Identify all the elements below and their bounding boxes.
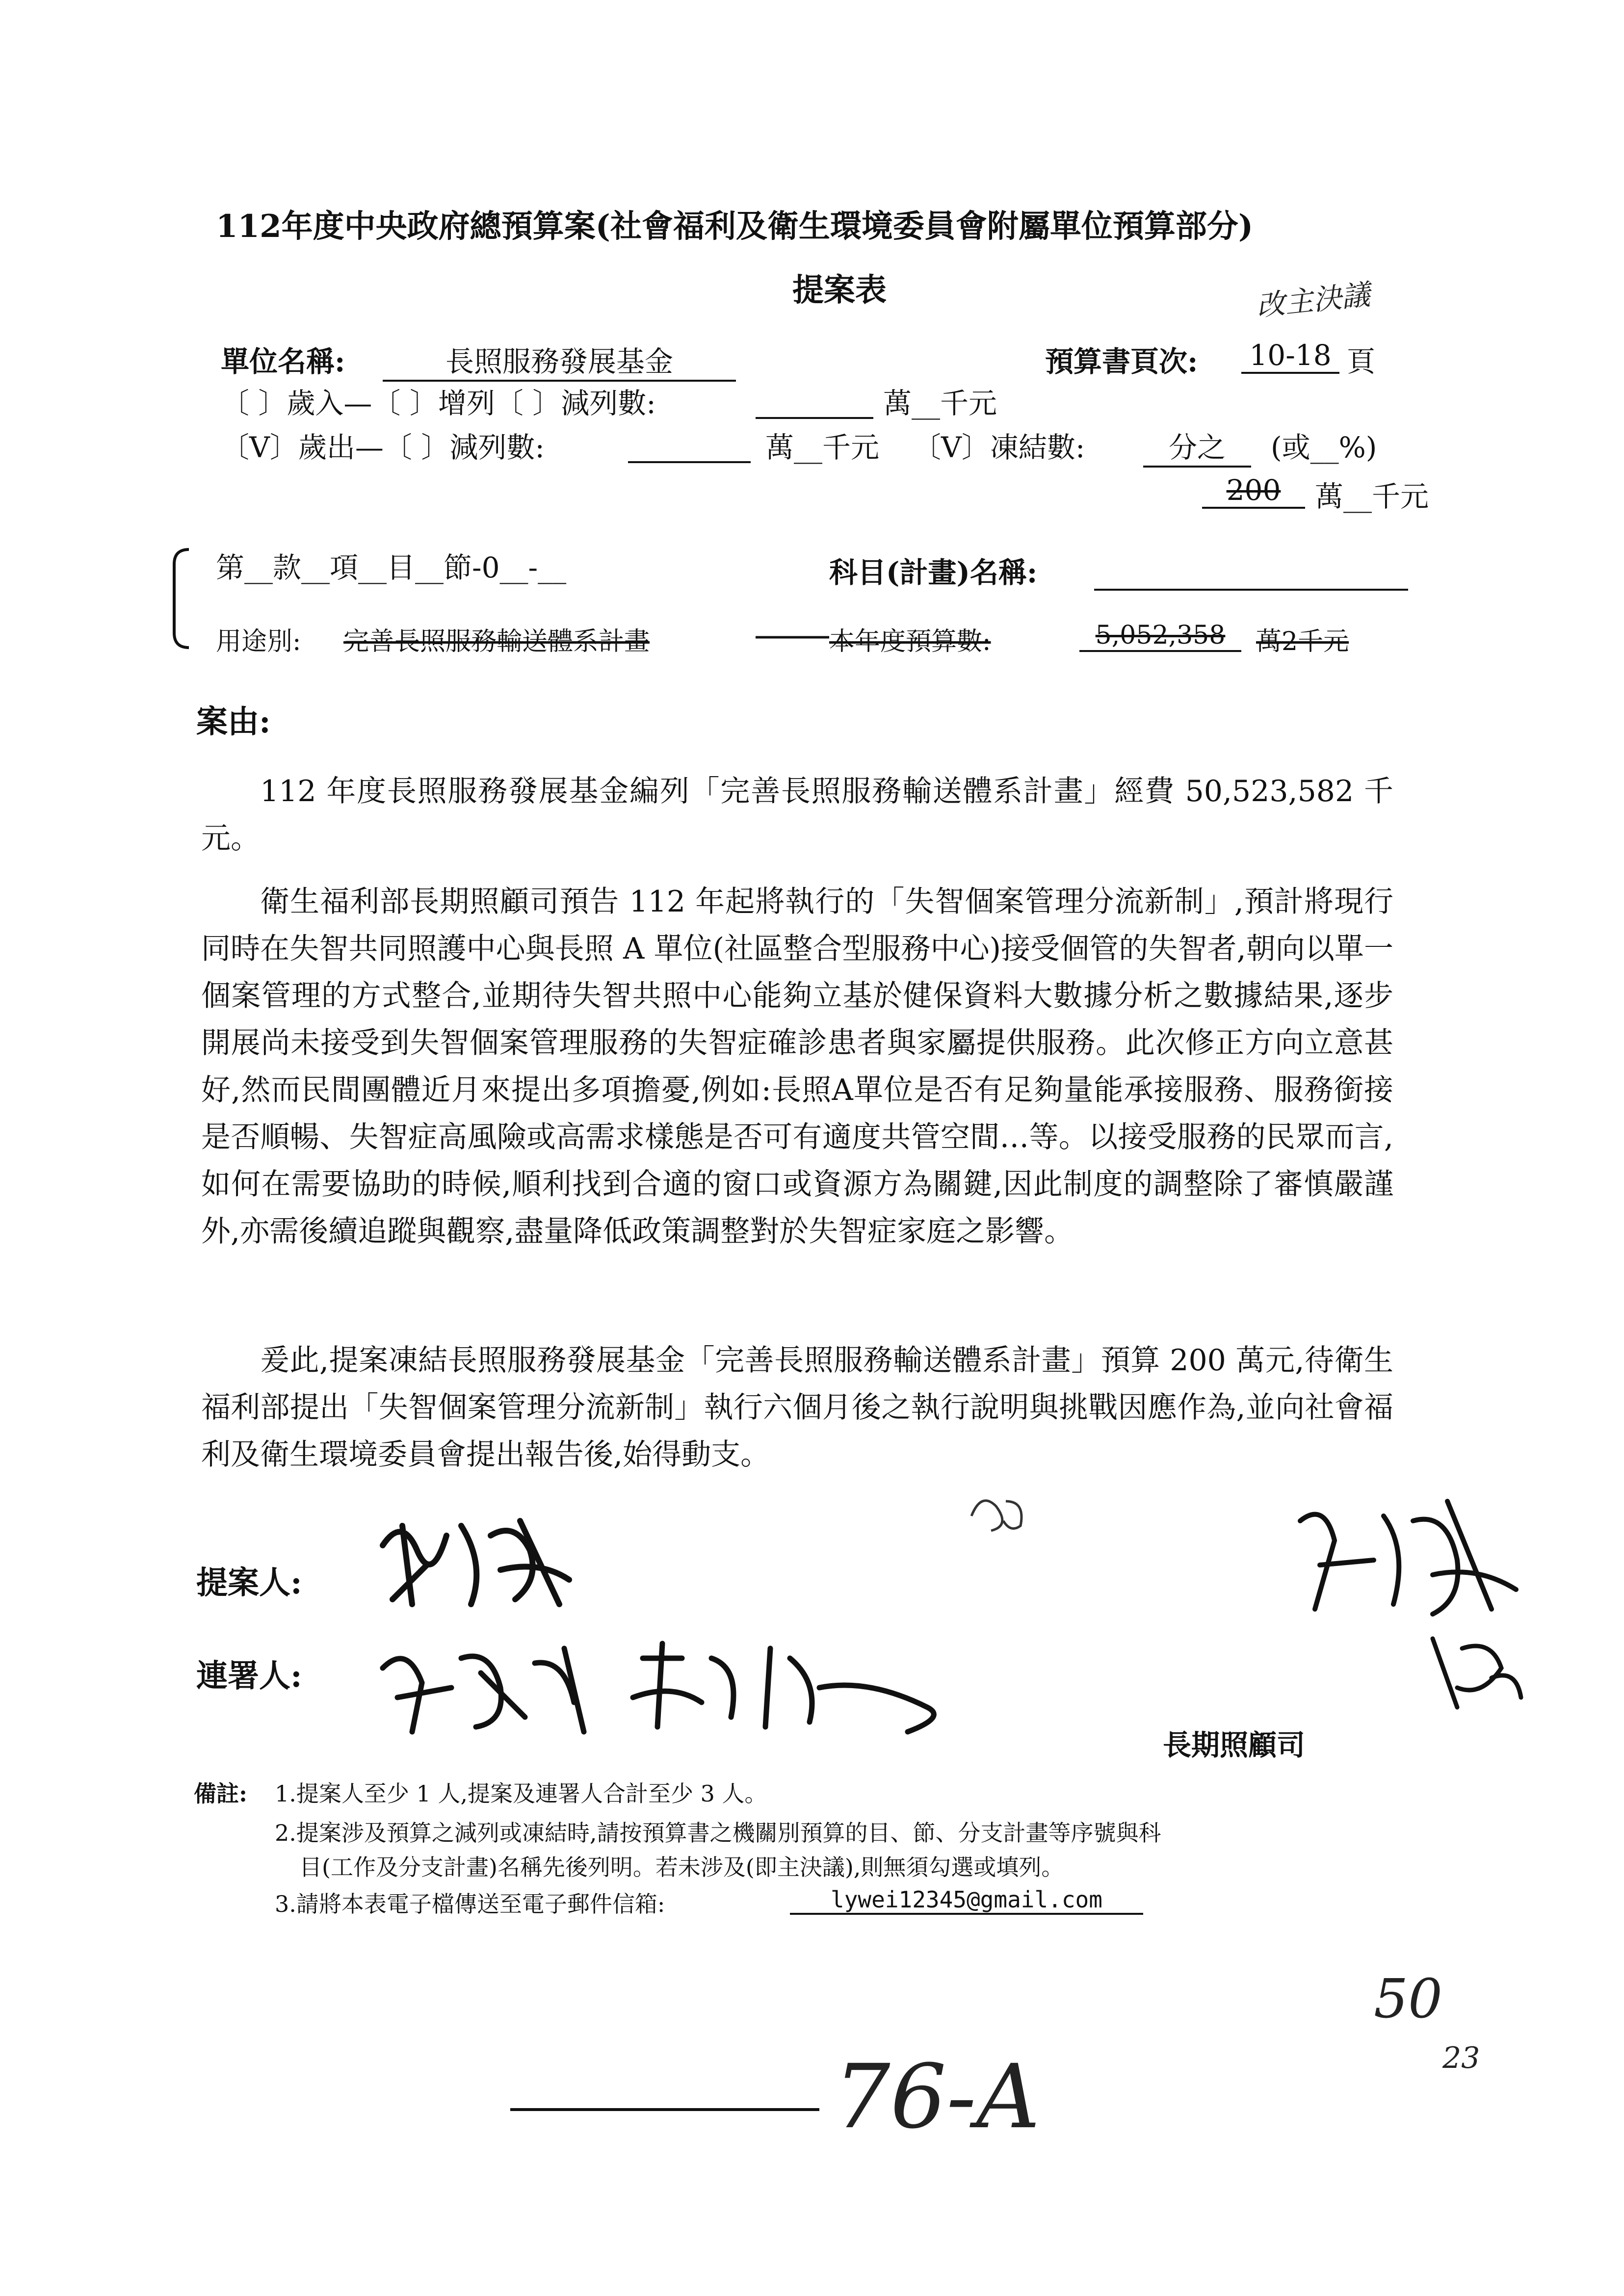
expense-line-label: 〔V〕歲出—〔 〕減列數: <box>221 431 545 464</box>
budget-label: 本年度預算數: <box>829 627 991 656</box>
freeze-amount: 200 <box>1202 473 1305 509</box>
expense-blank <box>628 432 751 463</box>
use-value: 完善長照服務輸送體系計畫 <box>343 627 650 656</box>
handwritten-page-mark: 76-A <box>834 2046 1040 2148</box>
small-stamp-mark <box>962 1487 1035 1536</box>
handwritten-number-b: 23 <box>1442 2041 1480 2075</box>
handwritten-number-a: 50 <box>1374 1967 1442 2030</box>
section-line: 第__款__項__目__節-0__-__ <box>216 551 567 584</box>
reason-paragraph-1: 112 年度長照服務發展基金編列「完善長照服務輸送體系計畫」經費 50,523,582 千元。 <box>201 774 1393 856</box>
subject-label: 科目(計畫)名稱: <box>829 556 1038 589</box>
cosigner-label: 連署人: <box>196 1658 302 1695</box>
page-ref-label: 預算書頁次: <box>1045 345 1198 378</box>
budget-unit: 萬2千元 <box>1256 627 1349 656</box>
page-mark-line <box>510 2105 824 2114</box>
subject-blank <box>1094 559 1408 591</box>
note-3: 3.請將本表電子檔傳送至電子郵件信箱: <box>275 1891 665 1917</box>
unit-value: 長照服務發展基金 <box>383 339 736 382</box>
freeze-amount-unit: 萬__千元 <box>1315 480 1429 513</box>
note-1: 1.提案人至少 1 人,提案及連署人合計至少 3 人。 <box>275 1780 767 1807</box>
margin-handwritten-note: 改主決議 <box>1255 278 1372 323</box>
proposer-signature <box>373 1506 579 1614</box>
freeze-ratio: 分之 <box>1143 424 1251 468</box>
margin-signature <box>1285 1491 1531 1717</box>
use-label: 用途別: <box>216 627 301 656</box>
reason-paragraph-3: 爰此,提案凍結長照服務發展基金「完善長照服務輸送體系計畫」預算 200 萬元,待衛生福利部提出「失智個案管理分流新制」執行六個月後之執行說明與挑戰因應作為,並向社會福利及衛生環境委員會提出報告後,始得動支。 <box>201 1343 1393 1472</box>
reason-heading: 案由: <box>196 704 271 740</box>
freeze-label: 〔V〕凍結數: <box>913 431 1085 464</box>
unit-label: 單位名稱: <box>221 345 345 378</box>
page-title: 112年度中央政府總預算案(社會福利及衛生環境委員會附屬單位預算部分) <box>216 208 1254 245</box>
cosigner-signatures <box>378 1629 967 1742</box>
page-ref-value: 10-18 <box>1241 339 1339 374</box>
expense-line-unit: 萬__千元 <box>765 431 880 464</box>
revenue-line-unit: 萬__千元 <box>883 387 997 420</box>
left-bracket <box>169 545 199 652</box>
strike-connector <box>756 635 834 640</box>
reason-paragraph-2: 衛生福利部長期照顧司預告 112 年起將執行的「失智個案管理分流新制」,預計將現行同時在失智共同照護中心與長照 A 單位(社區整合型服務中心)接受個管的失智者,朝向以單一個案管理的方式整合,並期待失智共照中心能夠立基於健保資料大數據分析之數據結果,逐步開展尚未接受到失智個案管理服務的失智症確診患者與家屬提供服務。此次修正方向立意甚好,然而民間團體近月來提出多項擔憂,例如:長照A單位是否有足夠量能承接服務、服務銜接是否順暢、失智症高風險或高需求樣態是否可有適度共管空間…等。以接受服務的民眾而言,如何在需要協助的時候,順利找到合適的窗口或資源方為關鍵,因此制度的調整除了審慎嚴謹外,亦需後續追蹤與觀察,盡量降低政策調整對於失智症家庭之影響。 <box>201 885 1393 1249</box>
revenue-line-label: 〔 〕歲入—〔 〕增列〔 〕減列數: <box>221 387 656 420</box>
revenue-blank <box>756 388 873 419</box>
proposer-label: 提案人: <box>196 1565 302 1601</box>
department-label: 長期照顧司 <box>1163 1728 1306 1762</box>
note-2b: 目(工作及分支計畫)名稱先後列明。若未涉及(即主決議),則無須勾選或填列。 <box>299 1854 1064 1880</box>
note-2a: 2.提案涉及預算之減列或凍結時,請按預算書之機關別預算的目、節、分支計畫等序號與科 <box>275 1820 1161 1846</box>
budget-value: 5,052,358 <box>1079 621 1241 652</box>
notes-label: 備註: <box>194 1780 247 1807</box>
freeze-percent: (或__%) <box>1271 431 1377 464</box>
page-subtitle: 提案表 <box>792 272 887 309</box>
page-ref-unit: 頁 <box>1347 345 1376 378</box>
contact-email: lywei12345@gmail.com <box>790 1886 1143 1915</box>
